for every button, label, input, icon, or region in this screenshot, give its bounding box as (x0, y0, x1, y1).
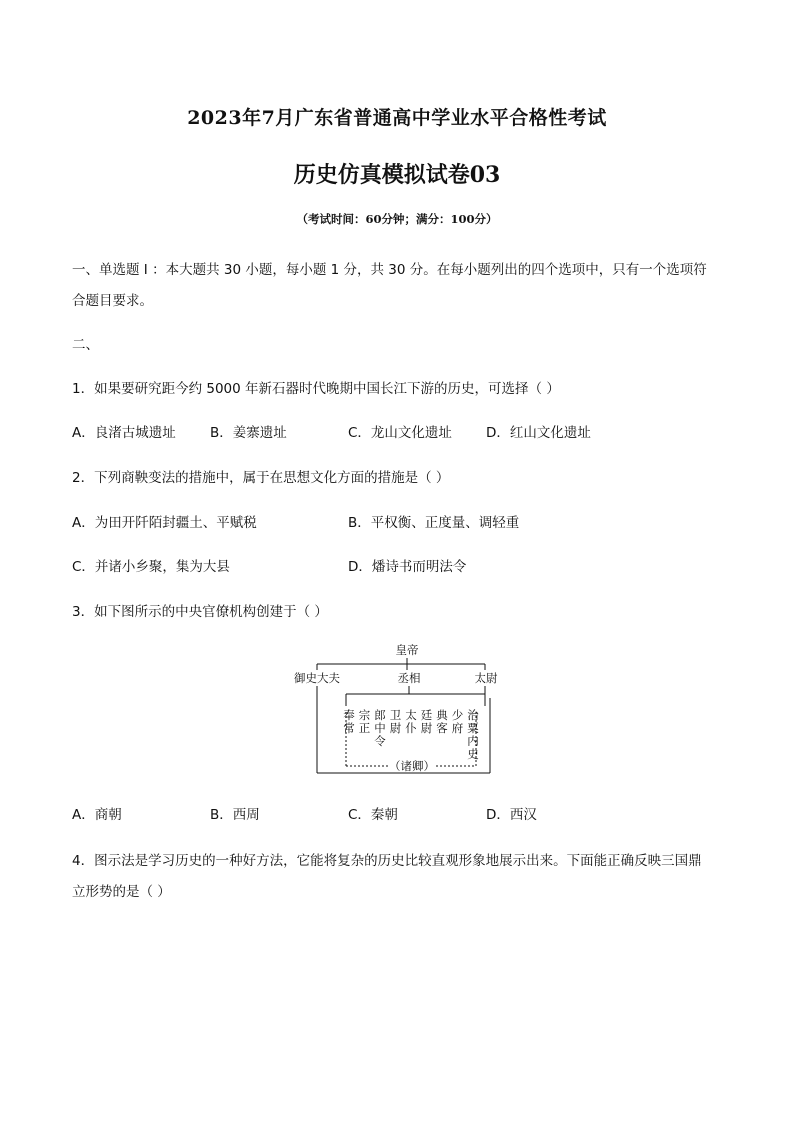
diagram-chengxiang: 丞相 (397, 671, 421, 685)
section-intro-line-2: 合题目要求。 (72, 293, 153, 309)
diagram-minister-7: 少府 (451, 708, 464, 735)
paper-title: 历史仿真模拟试卷03 (293, 162, 501, 188)
question-1-option-c[interactable]: C．龙山文化遗址 (348, 425, 452, 441)
question-1-stem: 1．如果要研究距今约 5000 年新石器时代晚期中国长江下游的历史，可选择（ ） (72, 381, 560, 397)
diagram-minister-2: 郎中令 (374, 708, 386, 748)
question-3-option-c[interactable]: C．秦朝 (348, 807, 398, 823)
diagram-emperor: 皇帝 (395, 643, 419, 657)
diagram-minister-8: 治粟内史 (467, 708, 479, 761)
diagram-minister-0: 奉常 (343, 708, 355, 735)
section-part-two: 二、 (72, 337, 99, 353)
exam-title: 2023年7月广东省普通高中学业水平合格性考试 (187, 107, 607, 129)
central-bureaucracy-diagram (280, 636, 520, 778)
question-3-option-a[interactable]: A．商朝 (72, 807, 122, 823)
question-2-option-a[interactable]: A．为田开阡陌封疆土、平赋税 (72, 515, 257, 531)
question-2-option-c[interactable]: C．并诸小乡聚，集为大县 (72, 559, 230, 575)
question-4-stem-line-2: 立形势的是（ ） (72, 884, 171, 900)
diagram-yushi-dafu: 御史大夫 (294, 671, 340, 685)
question-2-option-b[interactable]: B．平权衡、正度量、调轻重 (348, 515, 520, 531)
diagram-minister-5: 廷尉 (420, 708, 433, 735)
question-4-stem-line-1: 4．图示法是学习历史的一种好方法，它能将复杂的历史比较直观形象地展示出来。下面能正确反映三国鼎 (72, 853, 702, 869)
diagram-minister-3: 卫尉 (389, 708, 402, 735)
question-2-stem: 2．下列商鞅变法的措施中，属于在思想文化方面的措施是（ ） (72, 470, 450, 486)
diagram-ministers (343, 708, 479, 761)
section-intro-line-1: 一、单选题 I ：本大题共 30 小题，每小题 1 分，共 30 分。在每小题列出的四个选项中，只有一个选项符 (72, 262, 707, 278)
question-3-stem: 3．如下图所示的中央官僚机构创建于（ ） (72, 604, 328, 620)
question-1-option-b[interactable]: B．姜寨遗址 (210, 425, 287, 441)
exam-info: （考试时间：60分钟；满分：100分） (296, 212, 498, 226)
question-1-option-d[interactable]: D．红山文化遗址 (486, 425, 591, 441)
question-3-option-d[interactable]: D．西汉 (486, 807, 537, 823)
diagram-minister-1: 宗正 (358, 708, 371, 735)
question-2-option-d[interactable]: D．燔诗书而明法令 (348, 559, 467, 575)
diagram-taiwei: 太尉 (474, 671, 498, 685)
question-1-option-a[interactable]: A．良渚古城遗址 (72, 425, 176, 441)
diagram-minister-6: 典客 (436, 708, 448, 735)
diagram-zhuqing: （诸卿） (389, 759, 435, 773)
question-3-option-b[interactable]: B．西周 (210, 807, 260, 823)
diagram-minister-4: 太仆 (405, 708, 417, 735)
